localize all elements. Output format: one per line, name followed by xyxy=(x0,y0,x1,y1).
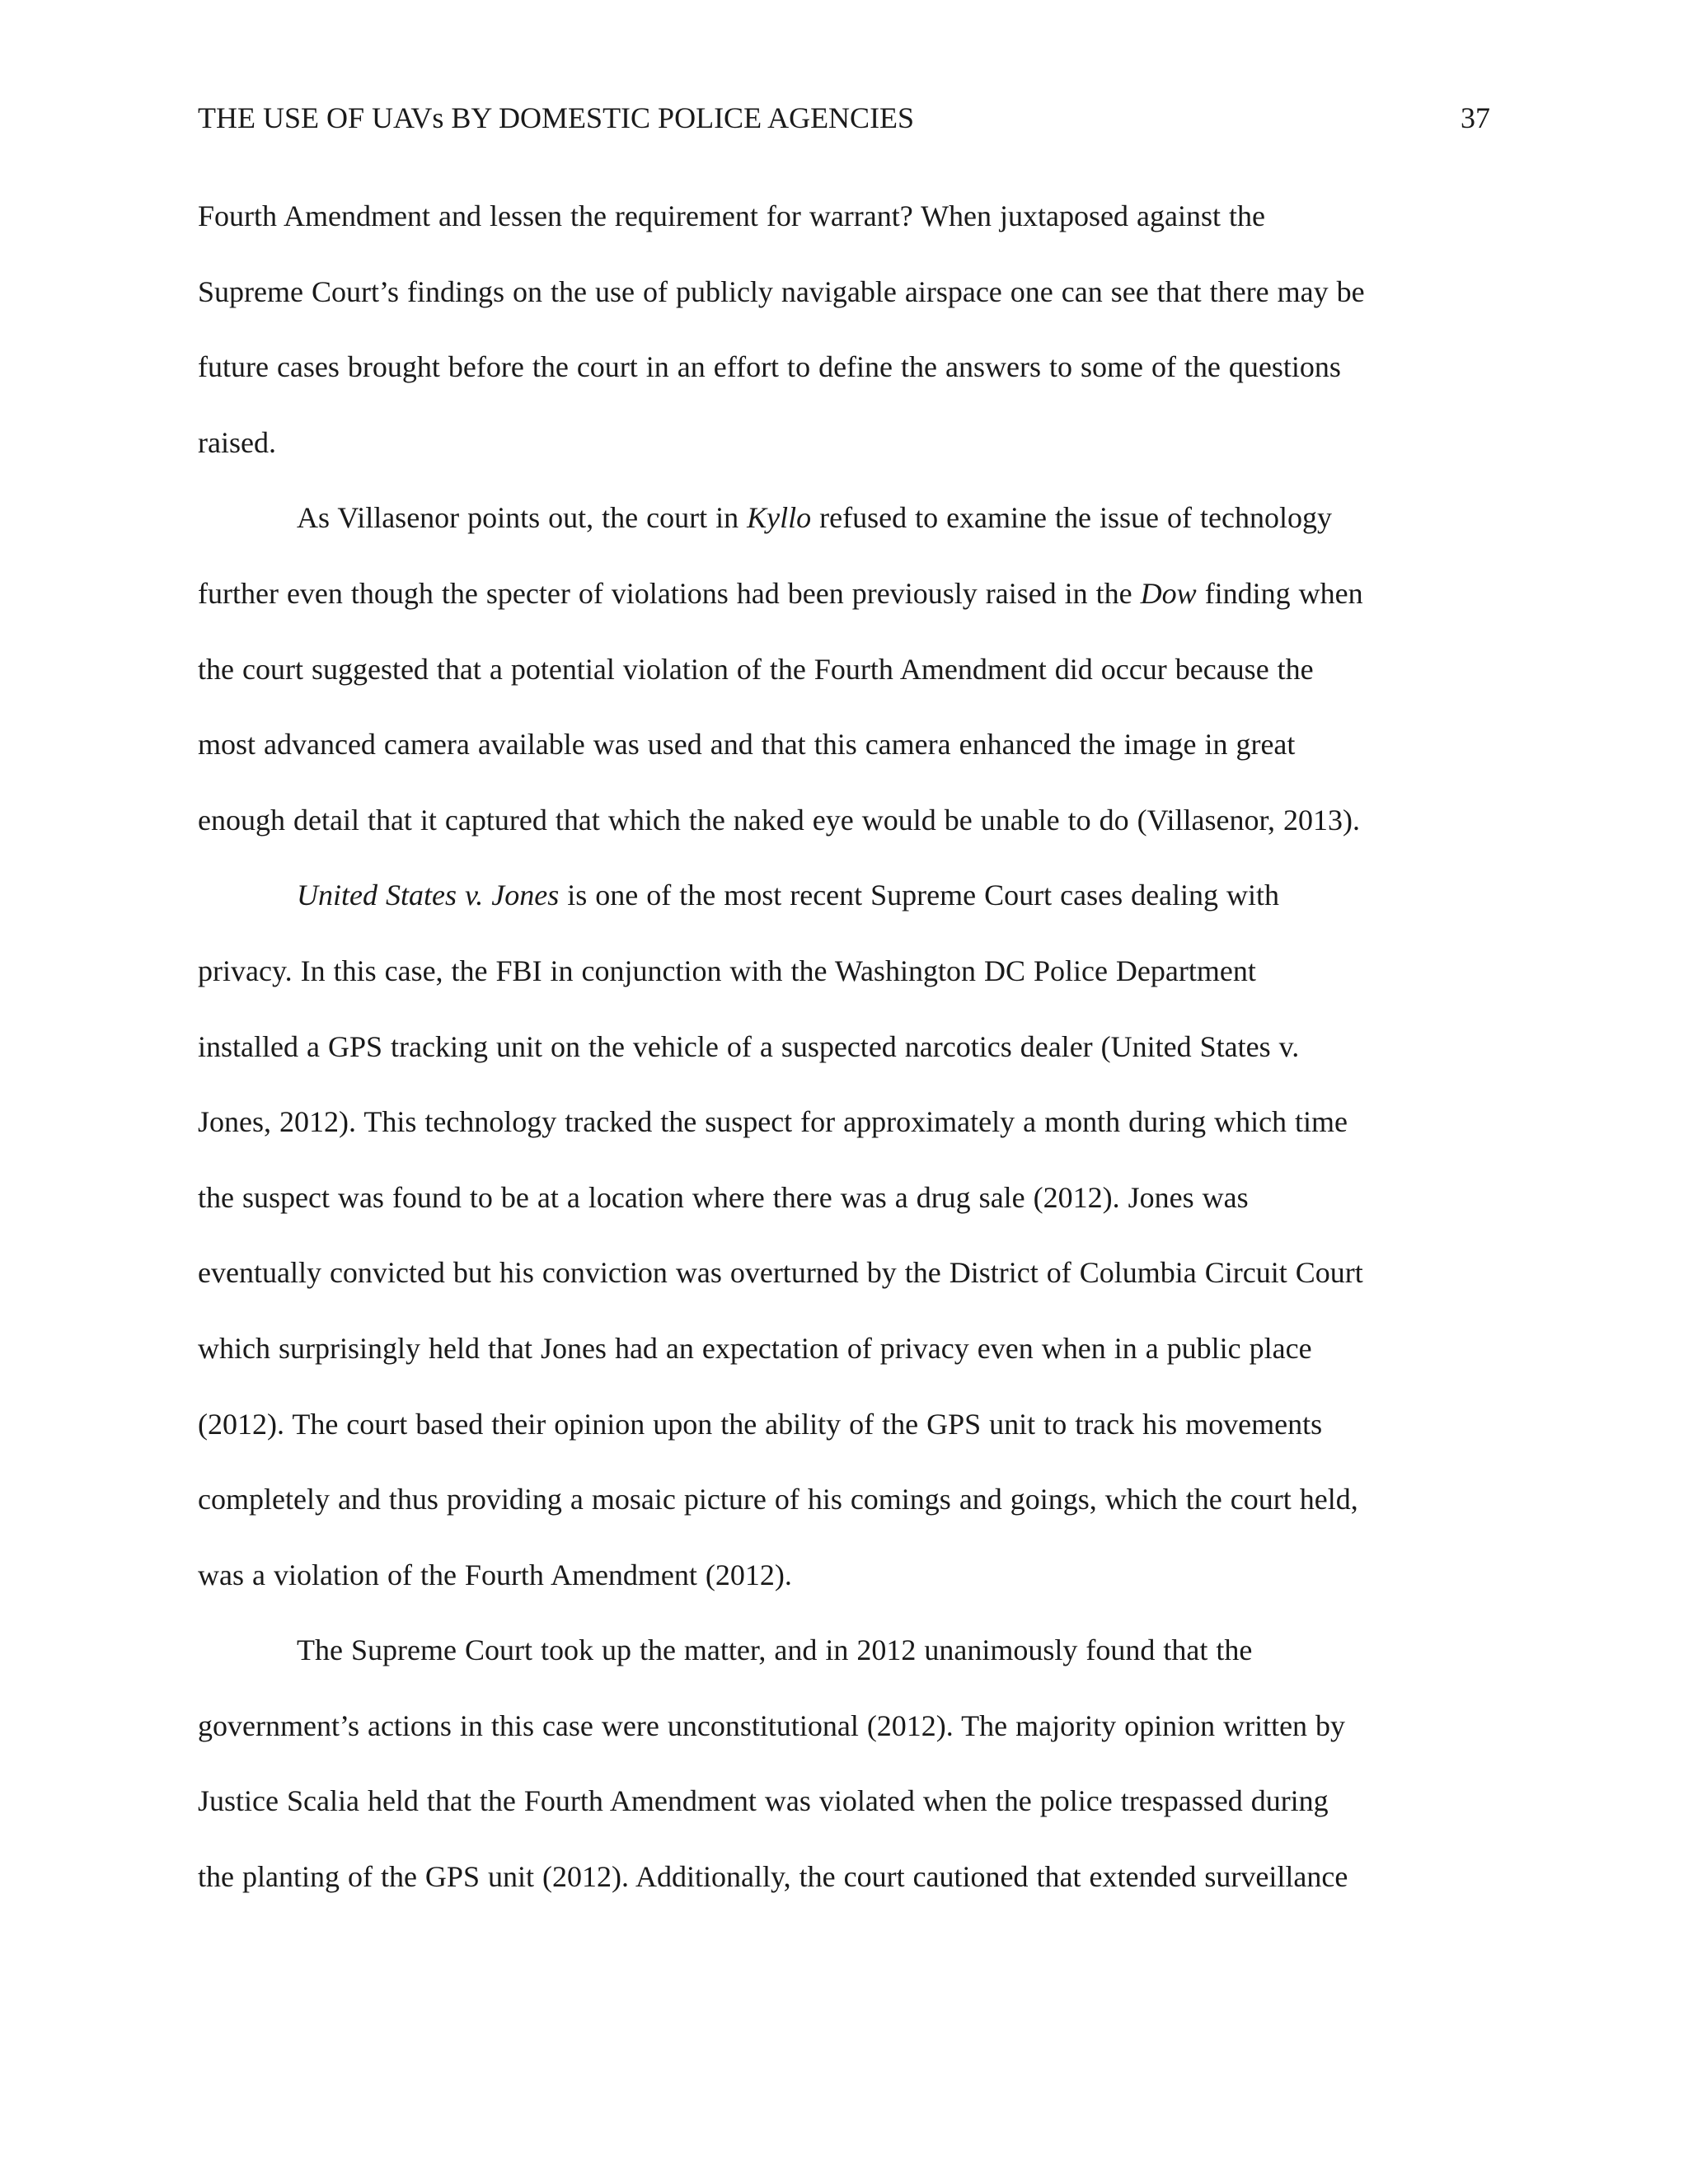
text-run: As Villasenor points out, the court in xyxy=(297,501,748,535)
text-run: finding when xyxy=(1196,576,1363,610)
text-line: the court suggested that a potential violation of the Fourth Amendment did occur because the xyxy=(198,652,1314,686)
text-line: completely and thus providing a mosaic picture of his comings and goings, which the court held, xyxy=(198,1483,1358,1516)
text-line: privacy. In this case, the FBI in conjunction with the Washington DC Police Department xyxy=(198,954,1256,987)
text-line xyxy=(198,570,1490,646)
case-name-italic: Kyllo xyxy=(747,501,812,535)
text-line: Supreme Court’s findings on the use of publicly navigable airspace one can see that there may be xyxy=(198,274,1365,308)
text-line: was a violation of the Fourth Amendment (2012). xyxy=(198,1558,792,1591)
text-line: installed a GPS tracking unit on the vehicle of a suspected narcotics dealer (United States v. xyxy=(198,1029,1300,1063)
text-line: most advanced camera available was used and that this camera enhanced the image in great xyxy=(198,728,1296,762)
text-line: future cases brought before the court in an effort to define the answers to some of the questions xyxy=(198,350,1341,384)
text-line: raised. xyxy=(198,425,276,459)
text-line: (2012). The court based their opinion upon the ability of the GPS unit to track his movements xyxy=(198,1407,1323,1441)
text-line: government’s actions in this case were unconstitutional (2012). The majority opinion written by xyxy=(198,1708,1346,1742)
text-line: which surprisingly held that Jones had an expectation of privacy even when in a public place xyxy=(198,1331,1312,1365)
case-name-italic: United States v. Jones xyxy=(297,879,560,912)
case-name-italic: Dow xyxy=(1140,576,1197,610)
text-run: is one of the most recent Supreme Court cases dealing with xyxy=(559,879,1280,912)
text-line: Fourth Amendment and lessen the requirement for warrant? When juxtaposed against the xyxy=(198,199,1265,232)
text-line: enough detail that it captured that which the naked eye would be unable to do (Villasenor, 2013). xyxy=(198,803,1360,837)
running-head xyxy=(198,97,1490,138)
body-text xyxy=(198,193,1490,1929)
text-line: Justice Scalia held that the Fourth Amendment was violated when the police trespassed during xyxy=(198,1784,1329,1818)
text-run: further even though the specter of violations had been previously raised in the xyxy=(198,576,1141,610)
running-title: THE USE OF UAVs BY DOMESTIC POLICE AGENCIES xyxy=(198,101,915,134)
text-line: the suspect was found to be at a location where there was a drug sale (2012). Jones was xyxy=(198,1180,1249,1214)
text-line: The Supreme Court took up the matter, and in 2012 unanimously found that the xyxy=(297,1633,1253,1667)
text-line xyxy=(198,494,1490,570)
text-line: the planting of the GPS unit (2012). Additionally, the court cautioned that extended surveillance xyxy=(198,1860,1348,1894)
text-line xyxy=(198,872,1490,948)
page-number: 37 xyxy=(1461,101,1490,134)
text-line: eventually convicted but his conviction was overturned by the District of Columbia Circuit Court xyxy=(198,1256,1363,1290)
text-line: Jones, 2012). This technology tracked the suspect for approximately a month during which time xyxy=(198,1105,1348,1139)
text-run: refused to examine the issue of technology xyxy=(811,501,1332,535)
